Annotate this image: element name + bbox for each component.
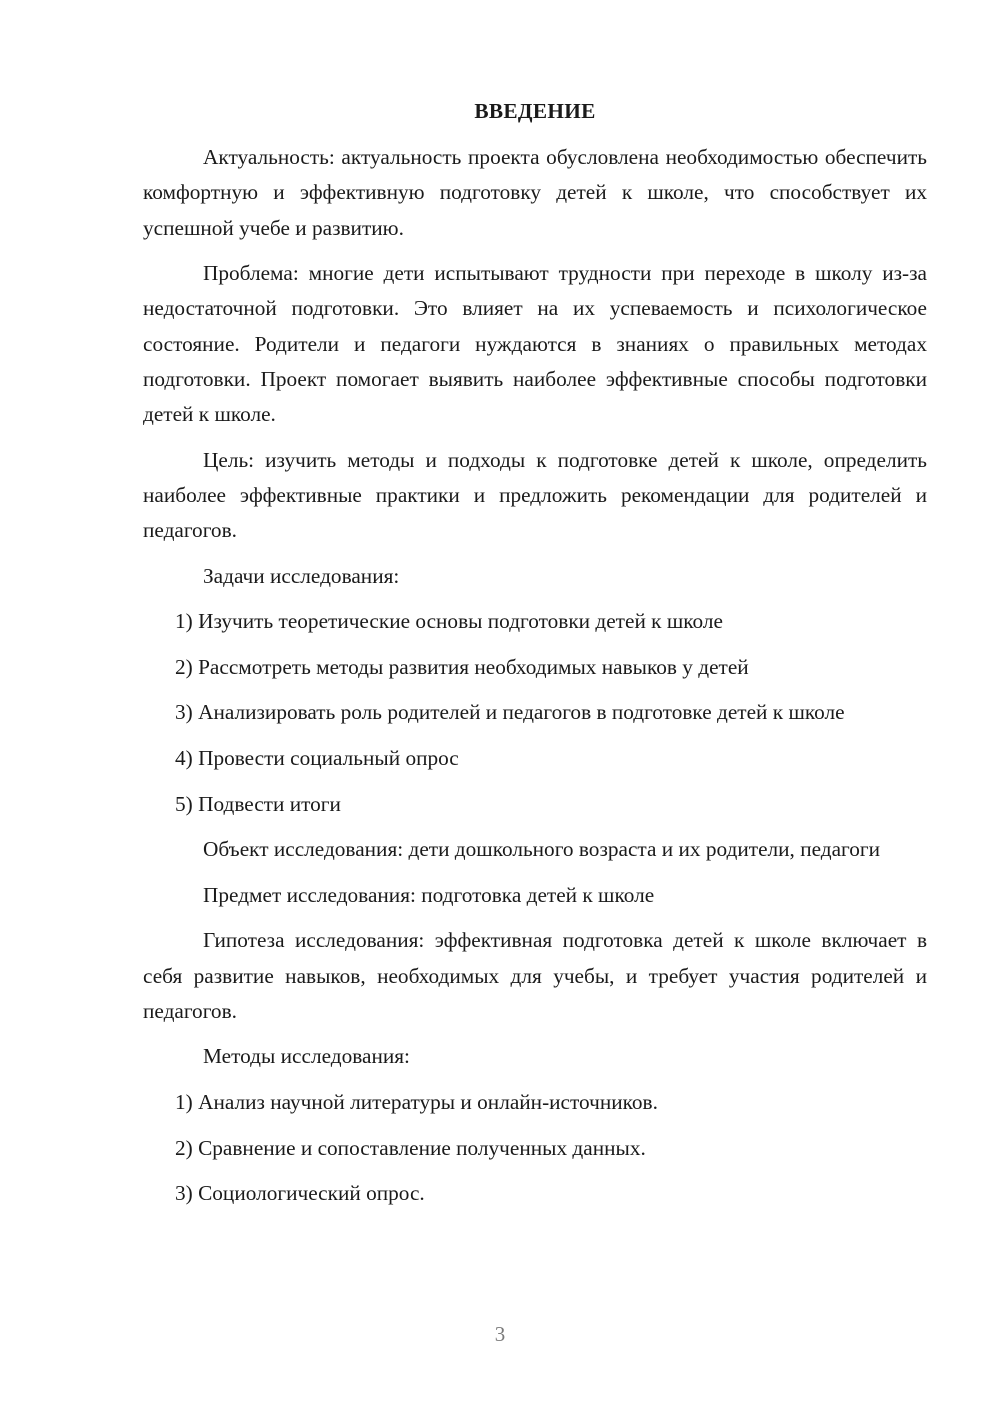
task-item: 5) Подвести итоги [175, 791, 341, 816]
subject-paragraph: Предмет исследования: подготовка детей к школе [203, 882, 655, 907]
task-item: 1) Изучить теоретические основы подготовки детей к школе [175, 609, 723, 634]
page-title: ВВЕДЕНИЕ [474, 99, 596, 123]
method-item: 2) Сравнение и сопоставление полученных данных. [175, 1135, 646, 1160]
page-number: 3 [494, 1322, 506, 1346]
hypothesis-paragraph: Гипотеза исследования: эффективная подготовка детей к школе включает в себя развитие навыков, необходимых для учебы, и требует участия родителей и педагогов. [143, 928, 927, 1023]
relevance-paragraph: Актуальность: актуальность проекта обусловлена необходимостью обеспечить комфортную и эффективную подготовку детей к школе, что способствует их успешной учебе и развитию. [143, 145, 927, 240]
problem-paragraph: Проблема: многие дети испытывают трудности при переходе в школу из-за недостаточной подготовки. Это влияет на их успеваемость и психологическое состояние. Родители и педагоги нуждаются в знаниях о правильных методах подготовки. Проект помогает выявить наиболее эффективные способы подготовки детей к школе. [143, 261, 927, 427]
page-content [143, 94, 927, 1222]
object-paragraph: Объект исследования: дети дошкольного возраста и их родители, педагоги [203, 837, 881, 862]
goal-paragraph: Цель: изучить методы и подходы к подготовке детей к школе, определить наиболее эффективные практики и предложить рекомендации для родителей и педагогов. [143, 447, 927, 543]
tasks-heading: Задачи исследования: [203, 563, 400, 588]
method-item: 3) Социологический опрос. [175, 1181, 425, 1206]
methods-heading: Методы исследования: [203, 1044, 410, 1069]
task-item: 2) Рассмотреть методы развития необходимых навыков у детей [175, 654, 749, 679]
task-item: 3) Анализировать роль родителей и педагогов в подготовке детей к школе [175, 700, 845, 725]
task-item: 4) Провести социальный опрос [175, 745, 459, 770]
method-item: 1) Анализ научной литературы и онлайн-источников. [175, 1089, 658, 1114]
